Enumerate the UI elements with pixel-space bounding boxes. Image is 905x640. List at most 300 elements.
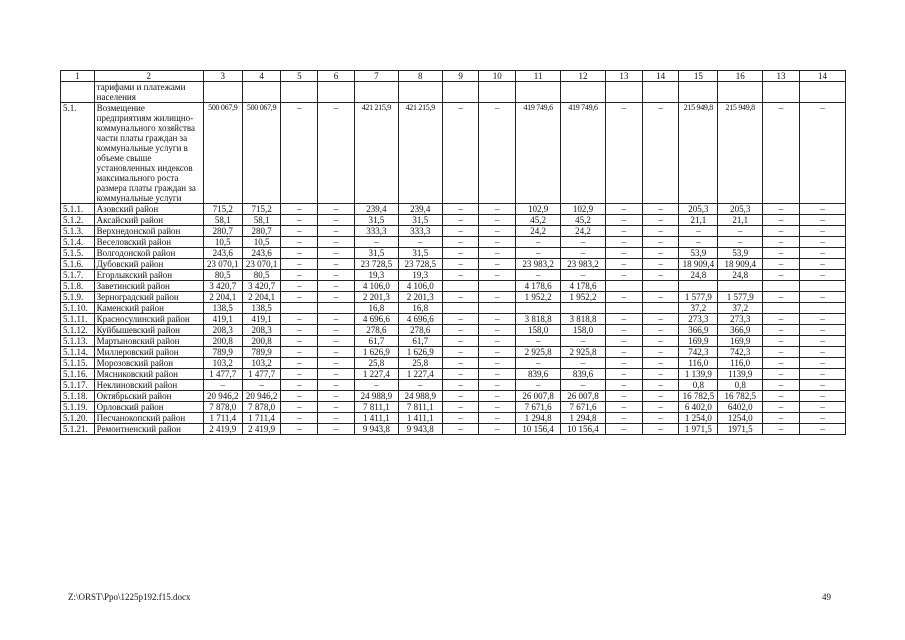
value-cell: 205,3 bbox=[718, 204, 763, 215]
value-cell: 1 577,9 bbox=[679, 292, 718, 303]
value-cell bbox=[642, 82, 679, 103]
value-cell: 116,0 bbox=[679, 358, 718, 369]
value-cell: – bbox=[281, 204, 318, 215]
value-cell: – bbox=[442, 314, 479, 325]
value-cell: 1 711,4 bbox=[242, 413, 281, 424]
value-cell: 53,9 bbox=[718, 248, 763, 259]
value-cell: – bbox=[281, 226, 318, 237]
value-cell: 23 728,5 bbox=[354, 259, 398, 270]
value-cell: – bbox=[354, 237, 398, 248]
value-cell: 215 949,8 bbox=[679, 103, 718, 204]
table-row bbox=[61, 237, 846, 248]
value-cell bbox=[642, 281, 679, 292]
row-label-cell: Красносулинский район bbox=[94, 314, 203, 325]
row-number-cell: 5.1.15. bbox=[61, 358, 95, 369]
value-cell: – bbox=[516, 380, 561, 391]
value-cell: 7 671,6 bbox=[516, 402, 561, 413]
value-cell: – bbox=[763, 358, 800, 369]
value-cell: 45,2 bbox=[516, 215, 561, 226]
value-cell: 23 070,1 bbox=[242, 259, 281, 270]
value-cell: 205,3 bbox=[679, 204, 718, 215]
value-cell: 789,9 bbox=[242, 347, 281, 358]
value-cell: – bbox=[318, 204, 355, 215]
value-cell: – bbox=[605, 325, 642, 336]
value-cell: 2 204,1 bbox=[242, 292, 281, 303]
row-label-cell: Волгодонской район bbox=[94, 248, 203, 259]
value-cell: – bbox=[561, 358, 606, 369]
value-cell: 200,8 bbox=[203, 336, 242, 347]
value-cell bbox=[442, 82, 479, 103]
value-cell: – bbox=[605, 204, 642, 215]
value-cell: – bbox=[561, 248, 606, 259]
value-cell: – bbox=[281, 259, 318, 270]
value-cell: – bbox=[799, 336, 845, 347]
value-cell: 23 070,1 bbox=[203, 259, 242, 270]
value-cell: 80,5 bbox=[203, 270, 242, 281]
table-row bbox=[61, 248, 846, 259]
value-cell: 138,5 bbox=[242, 303, 281, 314]
row-label-cell: Неклиновский район bbox=[94, 380, 203, 391]
row-number-cell: 5.1.3. bbox=[61, 226, 95, 237]
row-number-cell: 5.1.8. bbox=[61, 281, 95, 292]
table-row bbox=[61, 402, 846, 413]
value-cell: 31,5 bbox=[398, 248, 442, 259]
value-cell: – bbox=[479, 103, 516, 204]
row-label-cell: Азовский район bbox=[94, 204, 203, 215]
value-cell bbox=[799, 303, 845, 314]
row-number-cell: 5.1.19. bbox=[61, 402, 95, 413]
value-cell: – bbox=[318, 413, 355, 424]
table-row bbox=[61, 325, 846, 336]
row-number-cell: 5.1.16. bbox=[61, 369, 95, 380]
row-label-cell: тарифами и платежами населения bbox=[94, 82, 203, 103]
value-cell: 23 983,2 bbox=[516, 259, 561, 270]
value-cell: – bbox=[281, 413, 318, 424]
value-cell: 138,5 bbox=[203, 303, 242, 314]
value-cell: – bbox=[479, 325, 516, 336]
value-cell: 23 728,5 bbox=[398, 259, 442, 270]
value-cell: – bbox=[442, 204, 479, 215]
value-cell: – bbox=[763, 215, 800, 226]
value-cell: – bbox=[605, 237, 642, 248]
value-cell: 1971,5 bbox=[718, 424, 763, 435]
value-cell: 19,3 bbox=[398, 270, 442, 281]
value-cell: 1 254,0 bbox=[679, 413, 718, 424]
value-cell: 7 811,1 bbox=[354, 402, 398, 413]
value-cell: – bbox=[561, 380, 606, 391]
table-row bbox=[61, 336, 846, 347]
value-cell: – bbox=[442, 347, 479, 358]
value-cell: 18 909,4 bbox=[718, 259, 763, 270]
value-cell: – bbox=[479, 292, 516, 303]
value-cell: – bbox=[642, 248, 679, 259]
value-cell: 2 204,1 bbox=[203, 292, 242, 303]
table-row bbox=[61, 226, 846, 237]
value-cell: – bbox=[442, 424, 479, 435]
table-row bbox=[61, 369, 846, 380]
value-cell: 1254,0 bbox=[718, 413, 763, 424]
value-cell: – bbox=[561, 237, 606, 248]
value-cell: – bbox=[799, 347, 845, 358]
value-cell: 1 577,9 bbox=[718, 292, 763, 303]
value-cell: 3 818,8 bbox=[561, 314, 606, 325]
value-cell: – bbox=[642, 270, 679, 281]
value-cell: 31,5 bbox=[398, 215, 442, 226]
value-cell: – bbox=[479, 380, 516, 391]
value-cell: 3 420,7 bbox=[203, 281, 242, 292]
value-cell: 208,3 bbox=[203, 325, 242, 336]
column-number-cell: 10 bbox=[479, 71, 516, 82]
value-cell: 419,1 bbox=[203, 314, 242, 325]
value-cell: 158,0 bbox=[516, 325, 561, 336]
value-cell: – bbox=[442, 270, 479, 281]
value-cell: 7 878,0 bbox=[203, 402, 242, 413]
value-cell: 421 215,9 bbox=[354, 103, 398, 204]
value-cell: 10 156,4 bbox=[516, 424, 561, 435]
value-cell: 24 988,9 bbox=[354, 391, 398, 402]
value-cell: 2 419,9 bbox=[242, 424, 281, 435]
column-number-cell: 6 bbox=[318, 71, 355, 82]
footer-page-number: 49 bbox=[822, 592, 831, 602]
value-cell: – bbox=[799, 369, 845, 380]
value-cell: – bbox=[605, 103, 642, 204]
value-cell: 1 227,4 bbox=[354, 369, 398, 380]
value-cell: 0,8 bbox=[679, 380, 718, 391]
value-cell: – bbox=[281, 270, 318, 281]
value-cell: 1 711,4 bbox=[203, 413, 242, 424]
value-cell: – bbox=[281, 281, 318, 292]
value-cell: – bbox=[799, 259, 845, 270]
value-cell: – bbox=[318, 248, 355, 259]
value-cell bbox=[605, 82, 642, 103]
table-row bbox=[61, 413, 846, 424]
value-cell: 16,8 bbox=[354, 303, 398, 314]
value-cell bbox=[561, 303, 606, 314]
value-cell: 1 952,2 bbox=[516, 292, 561, 303]
value-cell: – bbox=[718, 226, 763, 237]
value-cell: 789,9 bbox=[203, 347, 242, 358]
table-row bbox=[61, 347, 846, 358]
value-cell: – bbox=[642, 402, 679, 413]
row-label-cell: Октябрьский район bbox=[94, 391, 203, 402]
value-cell: 24,8 bbox=[718, 270, 763, 281]
value-cell: 80,5 bbox=[242, 270, 281, 281]
value-cell: – bbox=[605, 369, 642, 380]
value-cell: – bbox=[799, 413, 845, 424]
value-cell: – bbox=[605, 424, 642, 435]
row-number-cell: 5.1.17. bbox=[61, 380, 95, 391]
value-cell: – bbox=[679, 237, 718, 248]
value-cell: 2 925,8 bbox=[561, 347, 606, 358]
value-cell: 4 696,6 bbox=[398, 314, 442, 325]
row-label-cell: Дубовский район bbox=[94, 259, 203, 270]
value-cell: – bbox=[318, 325, 355, 336]
row-label-cell: Орловский район bbox=[94, 402, 203, 413]
value-cell: – bbox=[799, 204, 845, 215]
value-cell bbox=[318, 82, 355, 103]
value-cell: – bbox=[642, 413, 679, 424]
value-cell: – bbox=[605, 292, 642, 303]
value-cell bbox=[398, 82, 442, 103]
column-number-cell: 5 bbox=[281, 71, 318, 82]
value-cell bbox=[479, 281, 516, 292]
value-cell: 839,6 bbox=[561, 369, 606, 380]
value-cell: – bbox=[642, 314, 679, 325]
table-row bbox=[61, 204, 846, 215]
value-cell: – bbox=[799, 270, 845, 281]
value-cell: 280,7 bbox=[203, 226, 242, 237]
value-cell: – bbox=[479, 259, 516, 270]
value-cell: 19,3 bbox=[354, 270, 398, 281]
value-cell: – bbox=[516, 237, 561, 248]
value-cell: – bbox=[763, 413, 800, 424]
column-number-cell: 12 bbox=[561, 71, 606, 82]
row-number-cell: 5.1.14. bbox=[61, 347, 95, 358]
value-cell: 7 671,6 bbox=[561, 402, 606, 413]
row-label-cell: Возмещение предприятиям жилищно-коммунального хозяйства части платы граждан за коммунальные услуги в объеме свыше установленных индексов максимального роста размера платы граждан за коммунальные услуги bbox=[94, 103, 203, 204]
value-cell: – bbox=[763, 237, 800, 248]
value-cell: 333,3 bbox=[398, 226, 442, 237]
value-cell: 24,2 bbox=[516, 226, 561, 237]
value-cell: 3 420,7 bbox=[242, 281, 281, 292]
value-cell: – bbox=[281, 369, 318, 380]
row-number-cell: 5.1.21. bbox=[61, 424, 95, 435]
value-cell: – bbox=[605, 248, 642, 259]
value-cell: – bbox=[642, 237, 679, 248]
value-cell: – bbox=[442, 325, 479, 336]
table-header-row bbox=[61, 71, 846, 82]
column-number-cell: 7 bbox=[354, 71, 398, 82]
row-label-cell: Верхнедонской район bbox=[94, 226, 203, 237]
value-cell: – bbox=[242, 380, 281, 391]
value-cell bbox=[763, 281, 800, 292]
value-cell bbox=[763, 82, 800, 103]
value-cell: 3 818,8 bbox=[516, 314, 561, 325]
value-cell: – bbox=[479, 237, 516, 248]
value-cell: 37,2 bbox=[679, 303, 718, 314]
value-cell bbox=[763, 303, 800, 314]
value-cell: – bbox=[281, 347, 318, 358]
value-cell: 1 971,5 bbox=[679, 424, 718, 435]
value-cell: – bbox=[763, 380, 800, 391]
value-cell: – bbox=[442, 369, 479, 380]
value-cell: – bbox=[318, 424, 355, 435]
value-cell: 1 952,2 bbox=[561, 292, 606, 303]
value-cell: – bbox=[799, 292, 845, 303]
value-cell: – bbox=[799, 215, 845, 226]
value-cell: – bbox=[605, 391, 642, 402]
value-cell: – bbox=[442, 215, 479, 226]
column-number-cell: 14 bbox=[642, 71, 679, 82]
value-cell: – bbox=[398, 380, 442, 391]
value-cell: 500 067,9 bbox=[242, 103, 281, 204]
value-cell: 278,6 bbox=[398, 325, 442, 336]
value-cell: 421 215,9 bbox=[398, 103, 442, 204]
value-cell: – bbox=[642, 391, 679, 402]
value-cell: 1 411,1 bbox=[354, 413, 398, 424]
value-cell bbox=[281, 303, 318, 314]
value-cell: 1 294,8 bbox=[516, 413, 561, 424]
row-number-cell: 5.1.7. bbox=[61, 270, 95, 281]
value-cell: 58,1 bbox=[203, 215, 242, 226]
value-cell: – bbox=[318, 314, 355, 325]
value-cell: 20 946,2 bbox=[242, 391, 281, 402]
value-cell: – bbox=[799, 248, 845, 259]
value-cell: – bbox=[442, 358, 479, 369]
row-number-cell: 5.1.4. bbox=[61, 237, 95, 248]
value-cell: – bbox=[763, 248, 800, 259]
value-cell: – bbox=[281, 391, 318, 402]
value-cell: 742,3 bbox=[718, 347, 763, 358]
value-cell: – bbox=[442, 259, 479, 270]
value-cell: 16 782,5 bbox=[679, 391, 718, 402]
value-cell: – bbox=[479, 369, 516, 380]
value-cell: – bbox=[799, 380, 845, 391]
value-cell: – bbox=[763, 204, 800, 215]
row-label-cell: Мясниковский район bbox=[94, 369, 203, 380]
value-cell: 10,5 bbox=[203, 237, 242, 248]
value-cell bbox=[679, 82, 718, 103]
value-cell: – bbox=[318, 402, 355, 413]
column-number-cell: 16 bbox=[718, 71, 763, 82]
value-cell: – bbox=[281, 424, 318, 435]
value-cell: 37,2 bbox=[718, 303, 763, 314]
table-row bbox=[61, 281, 846, 292]
column-number-cell: 11 bbox=[516, 71, 561, 82]
value-cell: 23 983,2 bbox=[561, 259, 606, 270]
value-cell: 6 402,0 bbox=[679, 402, 718, 413]
value-cell: – bbox=[318, 336, 355, 347]
row-number-cell: 5.1.12. bbox=[61, 325, 95, 336]
value-cell: – bbox=[318, 358, 355, 369]
value-cell: – bbox=[799, 424, 845, 435]
value-cell bbox=[561, 82, 606, 103]
row-label-cell: Миллеровский район bbox=[94, 347, 203, 358]
table-row bbox=[61, 314, 846, 325]
value-cell: 6402,0 bbox=[718, 402, 763, 413]
value-cell: 1 626,9 bbox=[354, 347, 398, 358]
column-number-cell: 15 bbox=[679, 71, 718, 82]
value-cell: – bbox=[318, 292, 355, 303]
row-number-cell: 5.1.6. bbox=[61, 259, 95, 270]
value-cell: – bbox=[763, 325, 800, 336]
value-cell: 243,6 bbox=[203, 248, 242, 259]
value-cell: 4 178,6 bbox=[561, 281, 606, 292]
value-cell: 742,3 bbox=[679, 347, 718, 358]
value-cell: 18 909,4 bbox=[679, 259, 718, 270]
value-cell bbox=[605, 281, 642, 292]
value-cell: – bbox=[318, 215, 355, 226]
value-cell: – bbox=[479, 402, 516, 413]
value-cell bbox=[442, 281, 479, 292]
row-number-cell: 5.1.2. bbox=[61, 215, 95, 226]
value-cell: 10,5 bbox=[242, 237, 281, 248]
value-cell: 9 943,8 bbox=[398, 424, 442, 435]
value-cell: – bbox=[642, 358, 679, 369]
value-cell: 2 201,3 bbox=[398, 292, 442, 303]
value-cell: – bbox=[281, 314, 318, 325]
column-number-cell: 2 bbox=[94, 71, 203, 82]
value-cell: – bbox=[763, 259, 800, 270]
value-cell: – bbox=[479, 391, 516, 402]
value-cell: 10 156,4 bbox=[561, 424, 606, 435]
row-label-cell: Морозовский район bbox=[94, 358, 203, 369]
row-number-cell bbox=[61, 82, 95, 103]
value-cell: 102,9 bbox=[561, 204, 606, 215]
value-cell: – bbox=[605, 358, 642, 369]
value-cell: – bbox=[605, 380, 642, 391]
value-cell: 26 007,8 bbox=[561, 391, 606, 402]
value-cell: 0,8 bbox=[718, 380, 763, 391]
value-cell bbox=[605, 303, 642, 314]
value-cell: – bbox=[479, 226, 516, 237]
value-cell bbox=[318, 303, 355, 314]
row-number-cell: 5.1.10. bbox=[61, 303, 95, 314]
value-cell: 21,1 bbox=[718, 215, 763, 226]
value-cell: – bbox=[479, 424, 516, 435]
value-cell: 169,9 bbox=[718, 336, 763, 347]
value-cell: – bbox=[799, 358, 845, 369]
column-number-cell: 14 bbox=[799, 71, 845, 82]
value-cell: – bbox=[203, 380, 242, 391]
value-cell: 61,7 bbox=[354, 336, 398, 347]
table-row bbox=[61, 391, 846, 402]
value-cell: 715,2 bbox=[242, 204, 281, 215]
row-label-cell: Песчанокопский район bbox=[94, 413, 203, 424]
footer-file-path: Z:\ORST\Ppo\1225p192.f15.docx bbox=[68, 592, 191, 602]
value-cell: 1 411,1 bbox=[398, 413, 442, 424]
value-cell: – bbox=[763, 103, 800, 204]
column-number-cell: 13 bbox=[763, 71, 800, 82]
value-cell: – bbox=[479, 347, 516, 358]
value-cell: – bbox=[442, 413, 479, 424]
value-cell: 4 106,0 bbox=[354, 281, 398, 292]
value-cell: – bbox=[442, 380, 479, 391]
row-number-cell: 5.1.20. bbox=[61, 413, 95, 424]
table-row bbox=[61, 292, 846, 303]
value-cell: – bbox=[318, 281, 355, 292]
value-cell: 2 201,3 bbox=[354, 292, 398, 303]
value-cell: 243,6 bbox=[242, 248, 281, 259]
value-cell: 2 925,8 bbox=[516, 347, 561, 358]
value-cell: – bbox=[605, 314, 642, 325]
value-cell: – bbox=[763, 391, 800, 402]
value-cell: 25,8 bbox=[398, 358, 442, 369]
value-cell: 9 943,8 bbox=[354, 424, 398, 435]
value-cell: – bbox=[442, 336, 479, 347]
row-label-cell: Мартыновский район bbox=[94, 336, 203, 347]
table-row bbox=[61, 424, 846, 435]
row-number-cell: 5.1.13. bbox=[61, 336, 95, 347]
value-cell bbox=[203, 82, 242, 103]
value-cell: – bbox=[318, 259, 355, 270]
value-cell: – bbox=[516, 358, 561, 369]
value-cell: – bbox=[398, 237, 442, 248]
value-cell: – bbox=[642, 347, 679, 358]
value-cell: – bbox=[442, 226, 479, 237]
value-cell: 24,8 bbox=[679, 270, 718, 281]
value-cell: – bbox=[642, 226, 679, 237]
value-cell: – bbox=[479, 336, 516, 347]
value-cell: – bbox=[281, 336, 318, 347]
value-cell: 1 477,7 bbox=[242, 369, 281, 380]
value-cell: – bbox=[799, 391, 845, 402]
row-number-cell: 5.1.9. bbox=[61, 292, 95, 303]
value-cell: 103,2 bbox=[203, 358, 242, 369]
value-cell: – bbox=[763, 226, 800, 237]
value-cell: – bbox=[763, 369, 800, 380]
table-row bbox=[61, 103, 846, 204]
